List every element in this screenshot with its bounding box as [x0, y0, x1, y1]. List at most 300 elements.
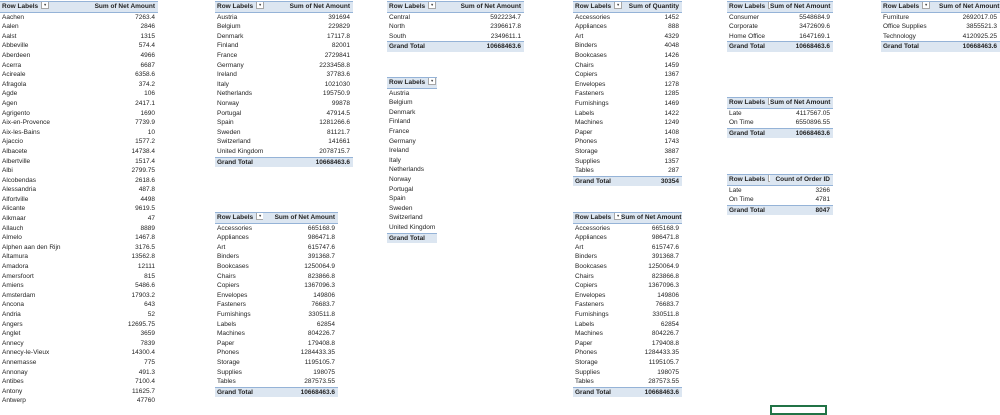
pivot-row[interactable]	[573, 166, 682, 176]
grand-total-row[interactable]	[387, 233, 437, 244]
pivot-row[interactable]	[387, 13, 524, 23]
row-value	[770, 109, 833, 119]
pivot-header-row	[0, 1, 158, 13]
pivot-row[interactable]	[0, 233, 158, 243]
row-value-text: 6358.6	[135, 71, 155, 79]
pivot-row[interactable]	[0, 13, 158, 23]
grand-total-label	[727, 129, 770, 139]
pivot-row[interactable]	[387, 185, 437, 195]
row-label	[0, 185, 89, 195]
row-value	[623, 109, 682, 119]
pivot-row[interactable]	[215, 41, 353, 51]
row-value	[770, 13, 833, 23]
pivot-city-net-amount[interactable]	[0, 1, 158, 406]
pivot-row[interactable]	[881, 22, 1000, 32]
grand-total-row[interactable]	[387, 41, 524, 52]
pivot-row[interactable]	[387, 98, 437, 108]
row-value-text: 1452	[664, 13, 679, 21]
pivot-row[interactable]	[0, 310, 158, 320]
pivot-row[interactable]	[215, 99, 353, 109]
pivot-row[interactable]	[573, 89, 682, 99]
row-value	[273, 22, 353, 32]
row-value-text: 37783.6	[326, 71, 350, 79]
row-value-text: 287	[668, 167, 679, 175]
row-label	[727, 118, 770, 128]
row-value-text: 1367096.3	[648, 282, 679, 290]
row-value	[89, 320, 158, 330]
pivot-region-net-amount[interactable]	[387, 1, 524, 52]
pivot-row[interactable]	[0, 99, 158, 109]
row-label	[387, 146, 437, 156]
pivot-row[interactable]	[215, 252, 338, 262]
row-value-text: 1743	[664, 138, 679, 146]
row-value-text: 4498	[140, 195, 155, 203]
row-value	[449, 32, 524, 42]
row-label	[215, 358, 263, 368]
grand-total-label-text: Grand Total	[575, 388, 611, 396]
row-value-text: 4781	[815, 196, 830, 204]
filter-dropdown-chevron-down-icon[interactable]: ▾	[614, 2, 622, 9]
row-label	[215, 128, 273, 138]
grand-total-row[interactable]	[215, 387, 338, 398]
row-label	[573, 166, 623, 176]
row-label	[727, 13, 770, 23]
row-label	[215, 22, 273, 32]
value-field-header-text: Count of Order ID	[775, 176, 830, 183]
pivot-row[interactable]	[573, 348, 682, 358]
filter-dropdown-chevron-down-icon[interactable]: ▾	[428, 78, 436, 85]
pivot-row[interactable]	[573, 99, 682, 109]
pivot-row[interactable]	[0, 80, 158, 90]
pivot-row[interactable]	[215, 368, 338, 378]
pivot-row[interactable]	[727, 22, 833, 32]
row-value	[770, 32, 833, 42]
row-label	[573, 348, 621, 358]
row-labels-header	[387, 78, 437, 88]
pivot-row[interactable]	[573, 224, 682, 234]
pivot-row[interactable]	[0, 262, 158, 272]
pivot-row[interactable]	[0, 147, 158, 157]
pivot-row[interactable]	[0, 157, 158, 167]
pivot-row[interactable]	[0, 137, 158, 147]
active-cell-selection[interactable]	[770, 405, 827, 415]
pivot-row[interactable]	[215, 281, 338, 291]
row-label	[0, 224, 89, 234]
pivot-row[interactable]	[0, 176, 158, 186]
row-label	[0, 252, 89, 262]
grand-total-row[interactable]	[881, 41, 1000, 52]
pivot-row[interactable]	[215, 272, 338, 282]
row-value	[623, 22, 682, 32]
row-value	[621, 291, 682, 301]
row-label-text: Albacete	[2, 147, 28, 155]
row-value-text: 9619.5	[135, 205, 155, 213]
row-label-text: Aberdeen	[2, 51, 31, 59]
row-value-text: 330511.8	[308, 310, 335, 318]
row-label	[215, 243, 263, 253]
pivot-row[interactable]	[727, 13, 833, 23]
pivot-row[interactable]	[573, 262, 682, 272]
pivot-row[interactable]	[387, 194, 437, 204]
pivot-row[interactable]	[573, 109, 682, 119]
pivot-row[interactable]	[0, 224, 158, 234]
pivot-row[interactable]	[573, 310, 682, 320]
pivot-row[interactable]	[215, 291, 338, 301]
row-label-text: Phones	[217, 349, 240, 357]
row-label-text: Aalst	[2, 32, 17, 40]
pivot-row[interactable]	[215, 137, 353, 147]
pivot-row[interactable]	[727, 195, 833, 205]
row-label-text: Machines	[575, 119, 603, 127]
row-label	[215, 137, 273, 147]
pivot-subcategory-net-amount[interactable]	[215, 212, 338, 397]
pivot-row[interactable]	[387, 204, 437, 214]
row-value-text: 1408	[664, 128, 679, 136]
filter-dropdown-chevron-down-icon[interactable]	[768, 175, 770, 182]
pivot-row[interactable]	[0, 204, 158, 214]
row-label	[0, 128, 89, 138]
row-label-text: Labels	[575, 320, 595, 328]
row-value-text: 198075	[313, 368, 335, 376]
row-value	[263, 339, 338, 349]
row-value-text: 1284433.35	[300, 349, 335, 357]
row-value	[263, 281, 338, 291]
row-label	[0, 22, 89, 32]
row-label	[387, 127, 437, 137]
pivot-row[interactable]	[881, 13, 1000, 23]
pivot-row[interactable]	[573, 157, 682, 167]
row-labels-header	[727, 98, 770, 108]
pivot-row[interactable]	[0, 214, 158, 224]
pivot-row[interactable]	[0, 358, 158, 368]
pivot-row[interactable]	[0, 320, 158, 330]
row-label	[573, 329, 621, 339]
pivot-row[interactable]	[573, 291, 682, 301]
row-label-text: Art	[217, 243, 226, 251]
row-value-text: 374.2	[138, 80, 155, 88]
pivot-subcategory-net-amount-2[interactable]	[573, 212, 682, 397]
row-label	[0, 291, 89, 301]
row-label-text: Machines	[217, 330, 245, 338]
row-value-text: 491.3	[138, 368, 155, 376]
row-value	[263, 252, 338, 262]
row-value-text: 3266	[815, 186, 830, 194]
pivot-row[interactable]	[0, 252, 158, 262]
value-field-header	[273, 2, 353, 12]
pivot-row[interactable]	[0, 387, 158, 397]
row-label-text: Amersfoort	[2, 272, 34, 280]
grand-total-row[interactable]	[727, 128, 833, 139]
pivot-row[interactable]	[0, 185, 158, 195]
pivot-row[interactable]	[881, 32, 1000, 42]
row-value-text: 179408.8	[651, 339, 679, 347]
row-label-text: Furnishings	[217, 310, 251, 318]
grand-total-label	[215, 388, 263, 398]
pivot-late-net-amount[interactable]	[727, 97, 833, 138]
pivot-row[interactable]	[215, 61, 353, 71]
row-value	[263, 233, 338, 243]
filter-dropdown-chevron-down-icon[interactable]	[768, 2, 770, 9]
pivot-row[interactable]	[573, 128, 682, 138]
grand-total-row[interactable]	[573, 387, 682, 398]
pivot-row[interactable]	[573, 80, 682, 90]
pivot-row[interactable]	[215, 243, 338, 253]
value-field-header	[623, 2, 682, 12]
row-label	[0, 109, 89, 119]
pivot-row[interactable]	[573, 118, 682, 128]
pivot-row[interactable]	[387, 108, 437, 118]
pivot-row[interactable]	[215, 22, 353, 32]
row-value-text: 198075	[657, 368, 679, 376]
filter-dropdown-chevron-down-icon[interactable]: ▾	[256, 213, 263, 220]
pivot-row[interactable]	[573, 233, 682, 243]
row-value-text: 615747.6	[651, 243, 679, 251]
row-value-text: 3855521.3	[966, 23, 997, 31]
row-value-text: 14300.4	[131, 349, 155, 357]
row-labels-header-text: Row Labels	[389, 3, 426, 10]
pivot-row[interactable]	[573, 377, 682, 387]
pivot-row[interactable]	[727, 118, 833, 128]
pivot-row[interactable]	[0, 32, 158, 42]
value-field-header	[770, 2, 833, 12]
pivot-row[interactable]	[387, 146, 437, 156]
pivot-row[interactable]	[215, 339, 338, 349]
row-value	[621, 224, 682, 234]
row-value	[89, 358, 158, 368]
row-value	[263, 329, 338, 339]
pivot-row[interactable]	[0, 272, 158, 282]
pivot-header-row	[727, 1, 833, 13]
pivot-row[interactable]	[387, 32, 524, 42]
row-value-text: 81121.7	[326, 128, 350, 136]
pivot-row[interactable]	[573, 243, 682, 253]
pivot-row[interactable]	[727, 32, 833, 42]
row-label-text: Envelopes	[575, 80, 606, 88]
row-label	[387, 204, 437, 214]
pivot-row[interactable]	[0, 61, 158, 71]
row-value-text: 815	[144, 272, 155, 280]
pivot-row[interactable]	[215, 233, 338, 243]
row-label-text: Ireland	[217, 71, 237, 79]
pivot-row[interactable]	[0, 291, 158, 301]
pivot-row[interactable]	[215, 320, 338, 330]
pivot-row[interactable]	[0, 300, 158, 310]
row-value	[273, 32, 353, 42]
pivot-row[interactable]	[387, 156, 437, 166]
row-value	[273, 70, 353, 80]
pivot-row[interactable]	[215, 51, 353, 61]
row-value-text: 11625.7	[131, 387, 155, 395]
pivot-row[interactable]	[215, 147, 353, 157]
pivot-row[interactable]	[0, 368, 158, 378]
pivot-row[interactable]	[573, 13, 682, 23]
pivot-row[interactable]	[215, 89, 353, 99]
pivot-row[interactable]	[573, 41, 682, 51]
pivot-row[interactable]	[215, 329, 338, 339]
row-label-text: Chairs	[575, 61, 594, 69]
value-field-header-text: Sum of Net Amount	[460, 3, 521, 10]
pivot-category-net-amount[interactable]	[881, 1, 1000, 52]
row-label	[215, 339, 263, 349]
row-value	[621, 320, 682, 330]
pivot-row[interactable]	[573, 32, 682, 42]
value-field-header-text: Sum of Net Amount	[94, 3, 155, 10]
value-field-header-text: Sum of Quantity	[628, 3, 679, 10]
row-label	[0, 329, 89, 339]
row-value-text: 804226.7	[307, 330, 335, 338]
pivot-row[interactable]	[215, 358, 338, 368]
pivot-row[interactable]	[215, 348, 338, 358]
pivot-row[interactable]	[215, 13, 353, 23]
pivot-row[interactable]	[215, 262, 338, 272]
pivot-row[interactable]	[573, 329, 682, 339]
pivot-row[interactable]	[573, 137, 682, 147]
pivot-row[interactable]	[0, 118, 158, 128]
pivot-row[interactable]	[215, 109, 353, 119]
pivot-row[interactable]	[727, 186, 833, 196]
pivot-row[interactable]	[0, 41, 158, 51]
row-value-text: 391368.7	[651, 253, 679, 261]
row-label	[215, 291, 263, 301]
pivot-row[interactable]	[573, 22, 682, 32]
row-label	[573, 70, 623, 80]
grand-total-value-text: 30354	[660, 177, 679, 185]
pivot-row[interactable]	[387, 127, 437, 137]
pivot-row[interactable]	[387, 117, 437, 127]
pivot-row[interactable]	[0, 51, 158, 61]
row-value-text: 1284433.35	[644, 349, 679, 357]
pivot-row[interactable]	[0, 128, 158, 138]
pivot-row[interactable]	[0, 195, 158, 205]
grand-total-value	[263, 388, 338, 398]
pivot-row[interactable]	[573, 70, 682, 80]
pivot-row[interactable]	[387, 165, 437, 175]
pivot-row[interactable]	[215, 32, 353, 42]
pivot-row[interactable]	[573, 61, 682, 71]
pivot-row[interactable]	[387, 137, 437, 147]
filter-dropdown-chevron-down-icon[interactable]: ▾	[428, 2, 436, 9]
pivot-row[interactable]	[0, 348, 158, 358]
row-label-text: Finland	[389, 118, 411, 126]
value-field-header	[770, 98, 833, 108]
grand-total-row[interactable]	[727, 205, 833, 216]
pivot-row[interactable]	[573, 281, 682, 291]
pivot-row[interactable]	[573, 300, 682, 310]
pivot-row[interactable]	[573, 339, 682, 349]
pivot-row[interactable]	[573, 272, 682, 282]
pivot-row[interactable]	[387, 22, 524, 32]
pivot-row[interactable]	[215, 118, 353, 128]
row-label	[727, 22, 770, 32]
grand-total-row[interactable]	[573, 176, 682, 187]
filter-dropdown-chevron-down-icon[interactable]: ▾	[614, 213, 621, 220]
pivot-subcategory-quantity[interactable]	[573, 1, 682, 186]
pivot-row[interactable]	[0, 70, 158, 80]
pivot-row[interactable]	[573, 147, 682, 157]
grand-total-row[interactable]	[727, 41, 833, 52]
row-label-text: North	[389, 23, 405, 31]
row-label	[727, 109, 770, 119]
pivot-row[interactable]	[215, 377, 338, 387]
pivot-row[interactable]	[727, 109, 833, 119]
row-label	[573, 243, 621, 253]
pivot-row[interactable]	[0, 243, 158, 253]
pivot-row[interactable]	[0, 329, 158, 339]
row-label-text: Sweden	[217, 128, 241, 136]
pivot-row[interactable]	[0, 281, 158, 291]
row-value	[770, 118, 833, 128]
filter-dropdown-chevron-down-icon[interactable]: ▾	[41, 2, 49, 9]
pivot-row[interactable]	[0, 166, 158, 176]
row-value	[263, 348, 338, 358]
pivot-row[interactable]	[387, 223, 437, 233]
row-label	[0, 195, 89, 205]
row-value-text: 5922234.7	[490, 13, 521, 21]
pivot-row[interactable]	[573, 252, 682, 262]
row-value-text: 888	[668, 23, 679, 31]
pivot-row[interactable]	[573, 51, 682, 61]
row-label-text: Altamura	[2, 253, 29, 261]
grand-total-value	[623, 177, 682, 187]
row-label-text: Italy	[389, 156, 401, 164]
row-label-text: Chairs	[575, 272, 594, 280]
pivot-row[interactable]	[215, 128, 353, 138]
row-label	[573, 157, 623, 167]
pivot-segment-net-amount[interactable]	[727, 1, 833, 52]
pivot-row[interactable]	[0, 89, 158, 99]
pivot-row[interactable]	[215, 300, 338, 310]
pivot-row[interactable]	[387, 175, 437, 185]
row-value	[621, 281, 682, 291]
pivot-row[interactable]	[0, 22, 158, 32]
filter-dropdown-chevron-down-icon[interactable]: ▾	[922, 2, 930, 9]
pivot-row[interactable]	[215, 80, 353, 90]
row-value-text: 7263.4	[135, 13, 155, 21]
row-label-text: Annemasse	[2, 358, 37, 366]
pivot-row[interactable]	[215, 224, 338, 234]
row-value	[621, 358, 682, 368]
pivot-row[interactable]	[387, 89, 437, 99]
filter-dropdown-chevron-down-icon[interactable]	[768, 98, 770, 105]
row-value	[89, 291, 158, 301]
row-label	[573, 51, 623, 61]
pivot-row[interactable]	[0, 109, 158, 119]
pivot-row[interactable]	[573, 368, 682, 378]
pivot-row[interactable]	[387, 213, 437, 223]
row-value	[89, 157, 158, 167]
pivot-country-list[interactable]	[387, 77, 437, 243]
row-label	[573, 89, 623, 99]
pivot-late-order-count[interactable]	[727, 174, 833, 215]
pivot-row[interactable]	[0, 396, 158, 406]
pivot-header-row	[387, 77, 437, 89]
row-value-text: 2846	[140, 23, 155, 31]
pivot-row[interactable]	[215, 310, 338, 320]
pivot-country-net-amount[interactable]	[215, 1, 353, 167]
pivot-row[interactable]	[0, 377, 158, 387]
grand-total-row[interactable]	[215, 157, 353, 168]
filter-dropdown-chevron-down-icon[interactable]: ▾	[256, 2, 264, 9]
pivot-row[interactable]	[0, 339, 158, 349]
row-label-text: Alcobendas	[2, 176, 36, 184]
pivot-row[interactable]	[573, 320, 682, 330]
row-value	[89, 262, 158, 272]
pivot-row[interactable]	[573, 358, 682, 368]
row-value	[89, 224, 158, 234]
row-value	[89, 339, 158, 349]
pivot-row[interactable]	[215, 70, 353, 80]
row-label	[573, 300, 621, 310]
